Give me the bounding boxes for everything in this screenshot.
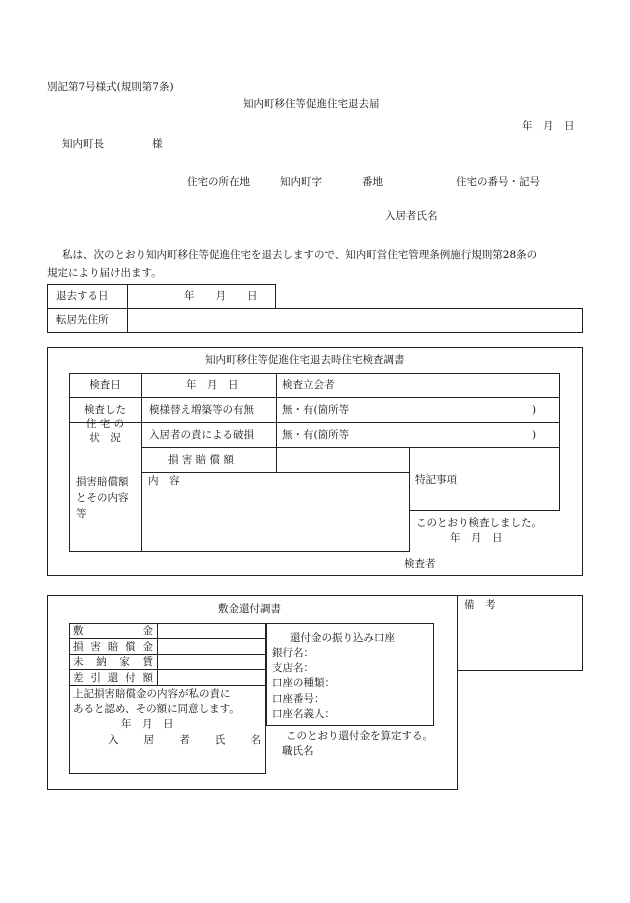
special-notes-label: 特記事項: [415, 474, 457, 486]
inspection-date-label: 検査日: [89, 379, 121, 391]
bank-account-title: 還付金の振り込み口座: [290, 632, 395, 644]
damage-value[interactable]: 無・有(箇所等: [282, 429, 350, 441]
alteration-label: 模様替え増築等の有無: [149, 404, 254, 416]
damages-label-2: とその内容: [76, 492, 129, 504]
statement-line-1: 私は、次のとおり知内町移住等促進住宅を退去しますので、知内町営住宅管理条例施行規則第28条の: [62, 249, 538, 261]
account-holder-label: 口座名義人：: [272, 708, 335, 720]
condition-label-1: 検査した: [84, 404, 126, 416]
damage-label: 入居者の責による破損: [149, 429, 254, 441]
condition-label-3: 状 況: [89, 432, 121, 444]
refund-calc-text: このとおり還付金を算定する。: [286, 730, 433, 742]
new-address-field[interactable]: [133, 308, 577, 333]
agreement-line-1: 上記損害賠償金の内容が私の責に: [73, 688, 231, 700]
submission-date: 年 月 日: [522, 120, 575, 132]
inspection-confirm-date: 年 月 日: [450, 532, 503, 544]
condition-label-2: 住 宅 の: [85, 418, 125, 430]
form-reference: 別記第7号様式(規則第7条): [47, 81, 174, 93]
alteration-value[interactable]: 無・有(箇所等: [282, 404, 350, 416]
net-refund-label: 差 引 還 付 額: [73, 672, 153, 684]
address-banchi: 番地: [362, 176, 383, 188]
honorific: 様: [152, 138, 163, 150]
account-number-label: 口座番号：: [272, 693, 325, 705]
damage-close: ): [532, 429, 537, 441]
inspection-date-value[interactable]: 年 月 日: [186, 379, 239, 391]
damage-content-label: 内 容: [148, 475, 180, 487]
inspector-label: 検査者: [404, 558, 436, 570]
account-type-label: 口座の種類：: [272, 677, 335, 689]
refund-title: 敷金還付調書: [218, 603, 281, 615]
branch-name-label: 支店名：: [272, 662, 314, 674]
move-date-value[interactable]: 年 月 日: [184, 290, 258, 302]
inspection-title: 知内町移住等促進住宅退去時住宅検査調書: [205, 354, 405, 366]
form-title: 知内町移住等促進住宅退去届: [243, 98, 380, 110]
addressee: 知内町長: [62, 138, 104, 150]
deposit-label: 敷 金: [73, 625, 153, 637]
official-name-label: 職氏名: [282, 745, 314, 757]
inspection-witness-label: 検査立会者: [282, 379, 335, 391]
statement-line-2: 規定により届け出ます。: [47, 267, 162, 279]
house-number-label: 住宅の番号・記号: [456, 176, 540, 188]
bank-name-label: 銀行名：: [272, 647, 314, 659]
remarks-label: 備 考: [464, 599, 496, 611]
agreement-line-2: あると認め、その額に同意します。: [73, 703, 240, 715]
move-date-label: 退去する日: [56, 290, 109, 302]
address-label: 住宅の所在地: [187, 176, 250, 188]
new-address-label: 転居先住所: [56, 314, 109, 326]
damages-compensation-label: 損 害 賠 償 金: [73, 641, 153, 653]
resident-signature-label: 入 居 者 氏 名: [108, 734, 261, 746]
damages-label-3: 等: [76, 508, 87, 520]
unpaid-rent-label: 未 納 家 賃: [73, 656, 153, 668]
damage-amount-label: 損 害 賠 償 額: [168, 454, 234, 466]
agreement-date: 年 月 日: [121, 718, 174, 730]
resident-name-label: 入居者氏名: [385, 210, 438, 222]
inspection-confirm-text: このとおり検査しました。: [416, 517, 542, 529]
damages-label-1: 損害賠償額: [76, 476, 129, 488]
alteration-close: ): [532, 404, 537, 416]
address-town: 知内町字: [280, 176, 322, 188]
